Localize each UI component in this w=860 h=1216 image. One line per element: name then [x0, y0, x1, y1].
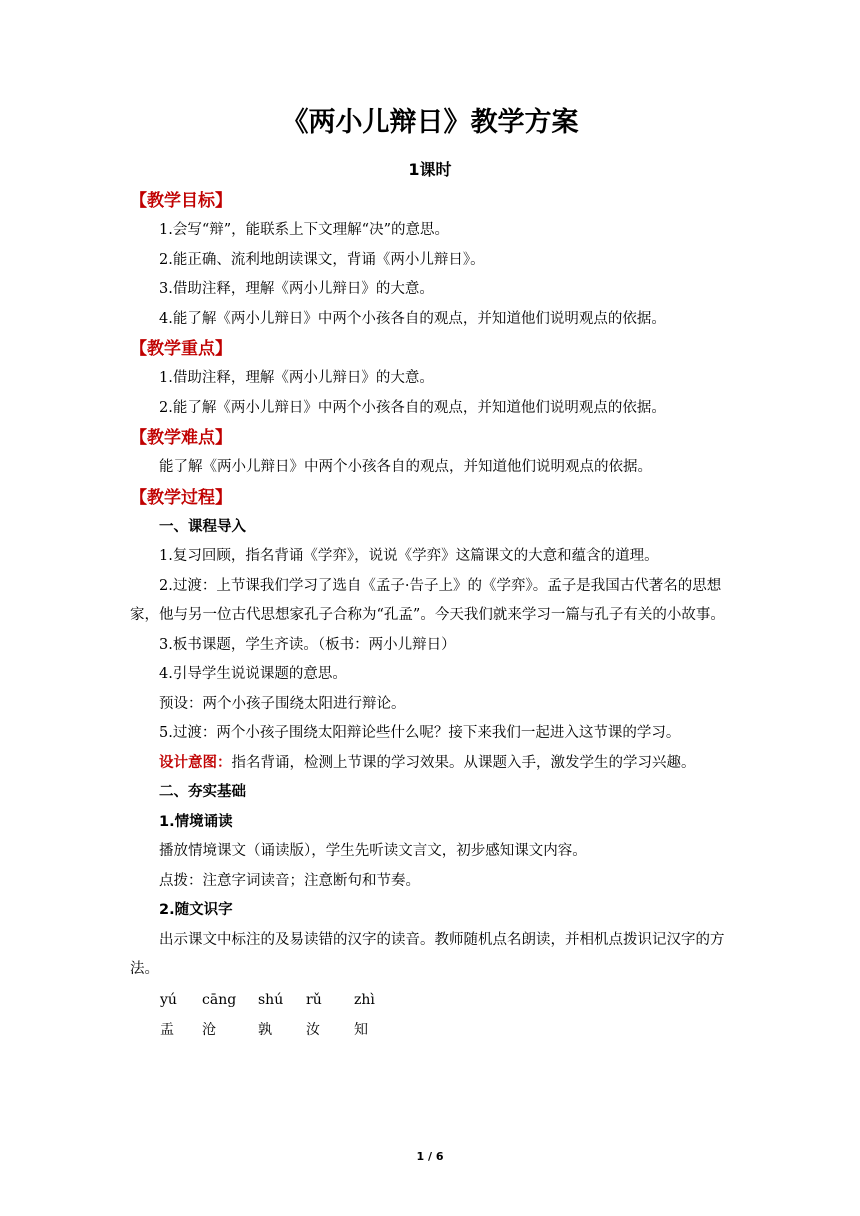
document-body — [130, 186, 730, 1045]
difficulty-item: 能了解《两小儿辩日》中两个小孩各自的观点，并知道他们说明观点的依据。 — [159, 459, 652, 475]
pinyin: cāng — [202, 991, 237, 1008]
process-item: 出示课文中标注的及易读错的汉字的读音。教师随机点名朗读，并相机点拨识记汉字的方法。 — [130, 931, 725, 977]
key-point-item: 1.借助注释，理解《两小儿辩日》的大意。 — [159, 370, 434, 386]
document-subtitle: 1课时 — [408, 160, 452, 179]
pinyin: zhì — [354, 991, 375, 1008]
page-number: 1 / 6 — [416, 1150, 444, 1163]
section-heading-difficulties: 【教学难点】 — [130, 428, 232, 448]
process-subpart-title: 1.情境诵读 — [159, 813, 233, 830]
design-intent-text: 指名背诵，检测上节课的学习效果。从课题入手，激发学生的学习兴趣。 — [231, 754, 696, 771]
process-item: 3.板书课题，学生齐读。（板书：两小儿辩日） — [159, 636, 456, 653]
process-part-title: 一、课程导入 — [159, 518, 246, 535]
goal-item: 3.借助注释，理解《两小儿辩日》的大意。 — [159, 281, 434, 297]
key-point-item: 2.能了解《两小儿辩日》中两个小孩各自的观点，并知道他们说明观点的依据。 — [159, 399, 666, 416]
section-heading-key-points: 【教学重点】 — [130, 339, 232, 359]
goal-item: 1.会写“辩”，能联系上下文理解“决”的意思。 — [159, 222, 449, 238]
process-part-title: 二、夯实基础 — [159, 784, 246, 800]
pinyin: shú — [258, 991, 284, 1008]
character-row — [130, 1015, 730, 1045]
process-item: 4.引导学生说说课题的意思。 — [159, 666, 347, 682]
process-item: 预设：两个小孩子围绕太阳进行辩论。 — [159, 695, 406, 712]
character: 汝 — [306, 1021, 320, 1038]
character: 沧 — [202, 1021, 216, 1038]
pinyin: rǔ — [306, 991, 322, 1008]
pinyin: yú — [160, 991, 177, 1008]
document-title: 《两小儿辩日》教学方案 — [281, 107, 579, 138]
section-heading-goals: 【教学目标】 — [130, 191, 232, 211]
character: 知 — [354, 1021, 368, 1038]
character: 盂 — [160, 1021, 174, 1038]
section-heading-process: 【教学过程】 — [130, 487, 232, 508]
design-intent-label: 设计意图： — [159, 754, 232, 771]
process-item: 播放情境课文（诵读版），学生先听读文言文，初步感知课文内容。 — [159, 843, 587, 859]
goal-item: 2.能正确、流利地朗读课文，背诵《两小儿辩日》。 — [159, 251, 485, 268]
process-subpart-title: 2.随文识字 — [159, 902, 233, 918]
process-item: 2.过渡：上节课我们学习了选自《孟子·告子上》的《学弈》。孟子是我国古代著名的思想家，他与另一位古代思想家孔子合称为“孔孟”。今天我们就来学习一篇与孔子有关的小故事。 — [130, 577, 725, 623]
goal-item: 4.能了解《两小儿辩日》中两个小孩各自的观点，并知道他们说明观点的依据。 — [159, 310, 666, 327]
design-intent — [130, 749, 730, 779]
pinyin-row — [130, 985, 730, 1015]
process-item: 5.过渡：两个小孩子围绕太阳辩论些什么呢？接下来我们一起进入这节课的学习。 — [159, 725, 681, 741]
process-item: 1.复习回顾，指名背诵《学弈》，说说《学弈》这篇课文的大意和蕴含的道理。 — [159, 548, 659, 564]
process-item: 点拨：注意字词读音；注意断句和节奏。 — [159, 872, 420, 889]
character: 孰 — [258, 1021, 272, 1038]
